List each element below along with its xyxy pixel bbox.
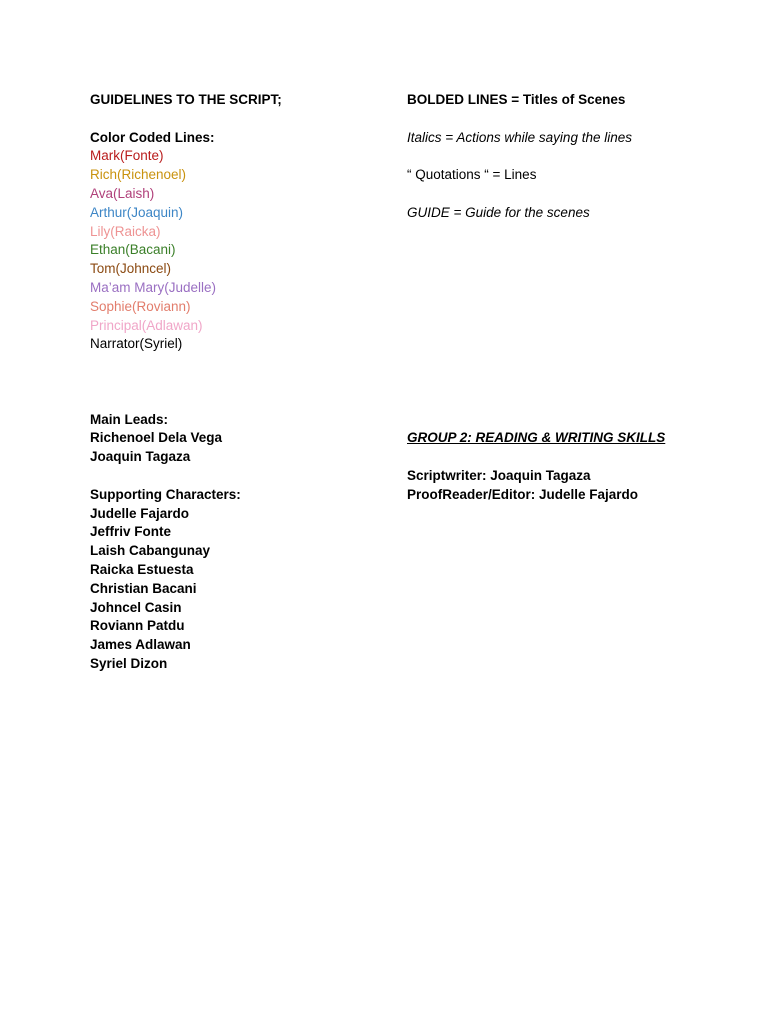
supporting-title: Supporting Characters: — [90, 486, 241, 502]
supporting-name: James Adlawan — [90, 637, 191, 653]
guidelines-title: GUIDELINES TO THE SCRIPT; — [90, 92, 282, 107]
role-list — [90, 147, 390, 354]
role-item: Ma’am Mary(Judelle) — [90, 279, 217, 295]
role-item: Lily(Raicka) — [90, 223, 161, 239]
main-lead-name: Richenoel Dela Vega — [90, 430, 223, 446]
supporting-name: Jeffriv Fonte — [90, 524, 172, 540]
supporting-name: Syriel Dizon — [90, 655, 168, 671]
quotations-note: “ Quotations “ = Lines — [407, 167, 537, 183]
role-item: Narrator(Syriel) — [90, 336, 183, 352]
role-item: Mark(Fonte) — [90, 148, 164, 164]
supporting-name: Judelle Fajardo — [90, 505, 190, 521]
left-column — [90, 91, 390, 674]
supporting-name: Christian Bacani — [90, 580, 197, 596]
group-title: GROUP 2: READING & WRITING SKILLS — [407, 430, 666, 446]
guide-note: GUIDE = Guide for the scenes — [407, 204, 590, 220]
supporting-name: Raicka Estuesta — [90, 561, 194, 577]
role-item: Rich(Richenoel) — [90, 167, 187, 183]
role-item: Tom(Johncel) — [90, 261, 172, 277]
proofreader-credit: ProofReader/Editor: Judelle Fajardo — [407, 486, 639, 502]
supporting-name: Laish Cabangunay — [90, 543, 211, 559]
supporting-name: Johncel Casin — [90, 599, 182, 615]
role-item: Ethan(Bacani) — [90, 242, 176, 258]
role-item: Ava(Laish) — [90, 185, 155, 201]
right-column — [407, 91, 737, 505]
main-lead-name: Joaquin Tagaza — [90, 449, 191, 465]
main-leads-title: Main Leads: — [90, 411, 169, 427]
scriptwriter-credit: Scriptwriter: Joaquin Tagaza — [407, 467, 591, 483]
italics-note: Italics = Actions while saying the lines — [407, 129, 632, 145]
role-item: Arthur(Joaquin) — [90, 204, 184, 220]
supporting-name: Roviann Patdu — [90, 618, 185, 634]
role-item: Principal(Adlawan) — [90, 317, 203, 333]
bolded-lines-note: BOLDED LINES = Titles of Scenes — [407, 92, 626, 107]
color-coded-title: Color Coded Lines: — [90, 129, 215, 145]
role-item: Sophie(Roviann) — [90, 298, 191, 314]
